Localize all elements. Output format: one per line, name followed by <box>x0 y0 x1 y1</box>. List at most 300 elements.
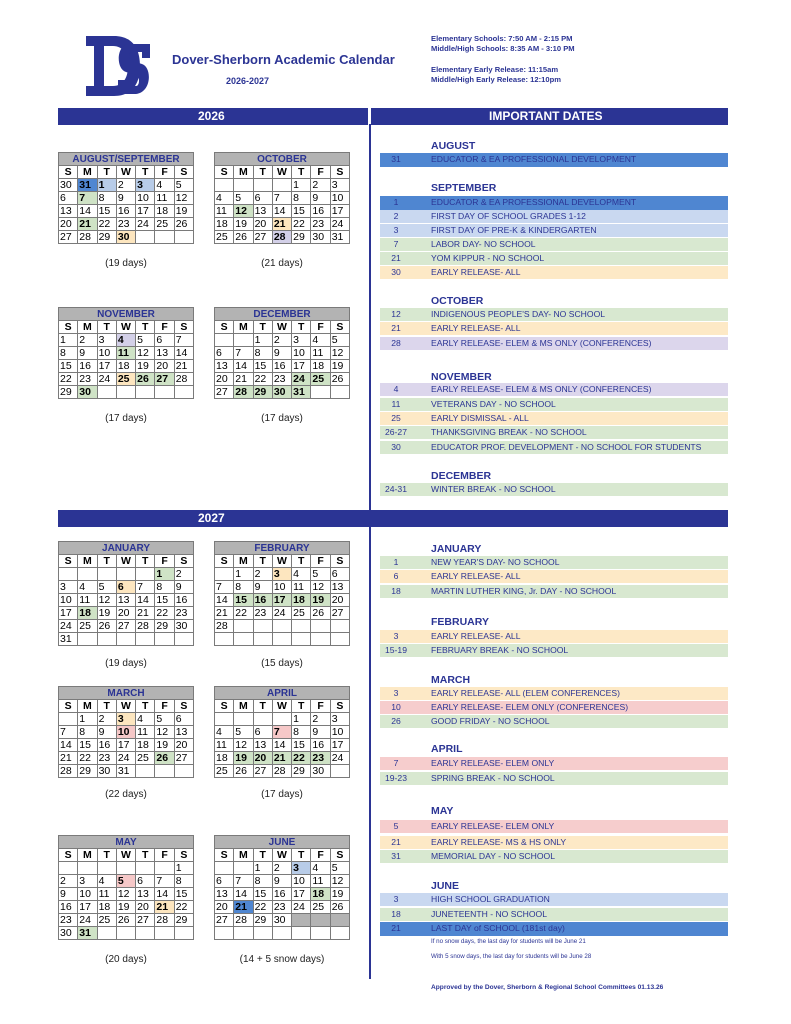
day-cell: 2 <box>272 862 291 875</box>
section-november: NOVEMBER <box>431 371 492 383</box>
day-cell: 26 <box>234 765 253 778</box>
day-cell: 31 <box>116 765 135 778</box>
day-cell: 3 <box>292 334 311 347</box>
weekday-header: F <box>311 321 330 334</box>
week-row <box>59 633 194 646</box>
event-date: 30 <box>391 267 401 277</box>
snow-note-none: If no snow days, the last day for students will be June 21 <box>431 938 586 945</box>
day-cell: 27 <box>174 752 193 765</box>
day-cell: 18 <box>97 901 116 914</box>
day-cell: 6 <box>330 568 349 581</box>
day-cell: 4 <box>311 334 330 347</box>
week-row <box>215 607 350 620</box>
weekday-header: F <box>311 700 330 713</box>
day-cell: 13 <box>174 726 193 739</box>
event-date: 3 <box>393 631 399 641</box>
day-cell: 28 <box>272 765 291 778</box>
day-cell: 23 <box>116 218 135 231</box>
event-description: EARLY RELEASE- ELEM & MS ONLY (CONFERENCES) <box>431 384 652 394</box>
event-description: EDUCATOR PROF. DEVELOPMENT - NO SCHOOL FOR STUDENTS <box>431 442 702 452</box>
day-cell: 24 <box>330 752 349 765</box>
event-date: 1 <box>393 557 399 567</box>
day-cell: 16 <box>78 360 97 373</box>
day-cell: 29 <box>174 914 193 927</box>
week-row <box>59 594 194 607</box>
day-cell: 14 <box>234 888 253 901</box>
day-cell: 20 <box>253 218 272 231</box>
calendar-april <box>214 686 350 778</box>
day-cell: 22 <box>234 607 253 620</box>
day-cell: 2 <box>174 568 193 581</box>
day-cell: 19 <box>97 607 116 620</box>
weekday-header: M <box>78 555 97 568</box>
day-cell <box>215 568 234 581</box>
school-day-count: (19 days) <box>105 258 147 269</box>
day-cell <box>97 568 116 581</box>
day-cell: 29 <box>97 231 116 244</box>
day-cell: 14 <box>155 888 174 901</box>
weekday-header: W <box>116 321 135 334</box>
day-cell: 25 <box>311 901 330 914</box>
day-cell: 9 <box>174 581 193 594</box>
event-description: EARLY RELEASE- ELEM ONLY <box>431 758 555 768</box>
event-date: 31 <box>391 851 401 861</box>
day-cell: 29 <box>155 620 174 633</box>
day-cell: 20 <box>253 752 272 765</box>
month-name: DECEMBER <box>215 308 350 321</box>
school-hours <box>431 34 575 85</box>
day-cell: 2 <box>272 334 291 347</box>
day-cell <box>272 927 291 940</box>
event-row <box>380 836 728 849</box>
event-date: 15-19 <box>385 645 407 655</box>
day-cell: 3 <box>330 179 349 192</box>
day-cell: 2 <box>78 334 97 347</box>
day-cell: 11 <box>215 739 234 752</box>
day-cell: 26 <box>136 373 155 386</box>
event-description: EARLY RELEASE- ALL <box>431 571 521 581</box>
weekday-header: M <box>234 321 253 334</box>
day-cell <box>330 386 349 399</box>
event-description: LAST DAY of SCHOOL (181st day) <box>431 923 565 933</box>
day-cell <box>116 633 135 646</box>
day-cell <box>155 633 174 646</box>
day-cell: 17 <box>59 607 78 620</box>
week-row <box>59 334 194 347</box>
day-cell: 8 <box>253 875 272 888</box>
day-cell: 14 <box>215 594 234 607</box>
day-cell: 24 <box>78 914 97 927</box>
event-description: EARLY RELEASE- ELEM & MS ONLY (CONFERENCES) <box>431 338 652 348</box>
event-description: EARLY RELEASE- ALL <box>431 323 521 333</box>
event-row <box>380 644 728 657</box>
day-cell: 7 <box>155 875 174 888</box>
school-day-count: (21 days) <box>261 258 303 269</box>
event-description: EARLY RELEASE- ELEM ONLY <box>431 821 555 831</box>
weekday-header: S <box>174 166 193 179</box>
week-row <box>59 914 194 927</box>
weekday-header: S <box>330 849 349 862</box>
day-cell: 30 <box>272 386 291 399</box>
day-cell: 20 <box>215 373 234 386</box>
day-cell: 29 <box>59 386 78 399</box>
event-date: 24-31 <box>385 484 407 494</box>
event-date: 18 <box>391 586 401 596</box>
day-cell: 7 <box>234 347 253 360</box>
day-cell: 15 <box>59 360 78 373</box>
day-cell: 15 <box>155 594 174 607</box>
day-cell: 6 <box>174 713 193 726</box>
day-cell: 31 <box>78 927 97 940</box>
day-cell: 1 <box>174 862 193 875</box>
day-cell: 21 <box>272 218 291 231</box>
weekday-header: S <box>330 700 349 713</box>
day-cell: 28 <box>272 231 291 244</box>
weekday-header: T <box>136 555 155 568</box>
day-cell <box>330 927 349 940</box>
day-cell <box>234 633 253 646</box>
day-cell: 14 <box>78 205 97 218</box>
day-cell: 20 <box>59 218 78 231</box>
event-row <box>380 266 728 279</box>
calendar-august-september <box>58 152 194 244</box>
day-cell: 16 <box>174 594 193 607</box>
event-row <box>380 153 728 167</box>
event-description: YOM KIPPUR - NO SCHOOL <box>431 253 545 263</box>
day-cell <box>253 179 272 192</box>
event-date: 21 <box>391 837 401 847</box>
day-cell: 22 <box>155 607 174 620</box>
weekday-header: M <box>234 849 253 862</box>
day-cell: 16 <box>59 901 78 914</box>
day-cell <box>116 568 135 581</box>
day-cell: 16 <box>116 205 135 218</box>
event-row <box>380 238 728 251</box>
calendar-may <box>58 835 194 940</box>
day-cell: 7 <box>215 581 234 594</box>
week-row <box>215 334 350 347</box>
week-row <box>215 581 350 594</box>
day-cell: 30 <box>78 386 97 399</box>
day-cell: 19 <box>116 901 135 914</box>
event-description: EARLY RELEASE- MS & HS ONLY <box>431 837 567 847</box>
day-cell: 1 <box>78 713 97 726</box>
weekday-header: W <box>116 166 135 179</box>
weekday-header: S <box>215 849 234 862</box>
day-cell: 20 <box>330 594 349 607</box>
day-cell: 5 <box>234 726 253 739</box>
week-row <box>215 192 350 205</box>
day-cell <box>292 914 311 927</box>
day-cell: 9 <box>253 581 272 594</box>
day-cell: 30 <box>59 179 78 192</box>
day-cell: 3 <box>136 179 155 192</box>
weekday-header: S <box>174 700 193 713</box>
day-cell <box>215 633 234 646</box>
month-name: FEBRUARY <box>215 542 350 555</box>
day-cell <box>155 927 174 940</box>
weekday-header: S <box>330 555 349 568</box>
event-date: 4 <box>393 384 399 394</box>
day-cell: 10 <box>116 726 135 739</box>
event-description: EARLY RELEASE- ALL (ELEM CONFERENCES) <box>431 688 620 698</box>
day-cell <box>136 231 155 244</box>
weekday-header: T <box>97 555 116 568</box>
day-cell <box>311 914 330 927</box>
calendar-year: 2026-2027 <box>226 76 270 86</box>
weekday-header: S <box>174 555 193 568</box>
day-cell: 22 <box>253 373 272 386</box>
event-row <box>380 210 728 223</box>
weekday-header: W <box>272 166 291 179</box>
day-cell: 13 <box>136 888 155 901</box>
event-date: 5 <box>393 821 399 831</box>
weekday-header: T <box>136 700 155 713</box>
weekday-header: S <box>59 321 78 334</box>
day-cell: 21 <box>215 607 234 620</box>
day-cell: 14 <box>174 347 193 360</box>
day-cell: 26 <box>330 373 349 386</box>
day-cell: 23 <box>272 373 291 386</box>
day-cell: 19 <box>136 360 155 373</box>
day-cell: 5 <box>136 334 155 347</box>
day-cell: 20 <box>136 901 155 914</box>
day-cell: 4 <box>155 179 174 192</box>
day-cell <box>136 862 155 875</box>
event-date: 3 <box>393 225 399 235</box>
day-cell <box>311 927 330 940</box>
week-row <box>59 360 194 373</box>
week-row <box>59 739 194 752</box>
school-day-count: (15 days) <box>261 658 303 669</box>
week-row <box>59 752 194 765</box>
day-cell: 17 <box>330 739 349 752</box>
event-description: FEBRUARY BREAK - NO SCHOOL <box>431 645 569 655</box>
day-cell: 12 <box>155 726 174 739</box>
week-row <box>215 901 350 914</box>
day-cell: 14 <box>136 594 155 607</box>
day-cell <box>59 713 78 726</box>
month-name: AUGUST/SEPTEMBER <box>59 153 194 166</box>
weekday-header: S <box>215 555 234 568</box>
day-cell: 7 <box>234 875 253 888</box>
day-cell: 17 <box>272 594 291 607</box>
weekday-header: W <box>272 555 291 568</box>
day-cell: 15 <box>234 594 253 607</box>
week-row <box>59 620 194 633</box>
day-cell: 4 <box>311 862 330 875</box>
day-cell: 12 <box>136 347 155 360</box>
day-cell: 13 <box>116 594 135 607</box>
week-row <box>59 386 194 399</box>
day-cell: 7 <box>174 334 193 347</box>
week-row <box>59 888 194 901</box>
day-cell: 21 <box>272 752 291 765</box>
day-cell: 23 <box>78 373 97 386</box>
day-cell: 27 <box>215 914 234 927</box>
day-cell: 10 <box>272 581 291 594</box>
day-cell: 7 <box>272 192 291 205</box>
day-cell <box>272 633 291 646</box>
section-october: OCTOBER <box>431 295 484 307</box>
day-cell: 15 <box>292 205 311 218</box>
event-date: 28 <box>391 338 401 348</box>
day-cell: 12 <box>174 192 193 205</box>
week-row <box>215 888 350 901</box>
day-cell: 14 <box>59 739 78 752</box>
day-cell: 6 <box>116 581 135 594</box>
day-cell: 31 <box>330 231 349 244</box>
school-day-count: (19 days) <box>105 658 147 669</box>
day-cell <box>136 927 155 940</box>
day-cell <box>253 633 272 646</box>
day-cell: 31 <box>59 633 78 646</box>
weekday-header: M <box>234 555 253 568</box>
weekday-header: W <box>116 555 135 568</box>
day-cell: 1 <box>234 568 253 581</box>
school-day-count: (17 days) <box>261 413 303 424</box>
day-cell: 1 <box>97 179 116 192</box>
event-row <box>380 687 728 700</box>
day-cell: 5 <box>330 334 349 347</box>
event-date: 30 <box>391 442 401 452</box>
day-cell: 6 <box>215 347 234 360</box>
day-cell <box>311 620 330 633</box>
event-description: NEW YEAR'S DAY- NO SCHOOL <box>431 557 560 567</box>
day-cell: 4 <box>215 726 234 739</box>
day-cell <box>234 620 253 633</box>
day-cell: 5 <box>311 568 330 581</box>
day-cell: 17 <box>97 360 116 373</box>
event-date: 10 <box>391 702 401 712</box>
day-cell: 1 <box>292 179 311 192</box>
day-cell: 8 <box>78 726 97 739</box>
day-cell <box>253 927 272 940</box>
day-cell: 20 <box>116 607 135 620</box>
day-cell: 2 <box>311 713 330 726</box>
day-cell: 18 <box>311 888 330 901</box>
event-date: 6 <box>393 571 399 581</box>
day-cell: 4 <box>78 581 97 594</box>
event-description: FIRST DAY OF SCHOOL GRADES 1-12 <box>431 211 586 221</box>
day-cell: 19 <box>311 594 330 607</box>
day-cell: 12 <box>330 347 349 360</box>
day-cell: 18 <box>78 607 97 620</box>
day-cell: 30 <box>174 620 193 633</box>
section-march: MARCH <box>431 674 471 686</box>
day-cell: 2 <box>116 179 135 192</box>
weekday-header: S <box>59 700 78 713</box>
month-name: MARCH <box>59 687 194 700</box>
week-row <box>59 713 194 726</box>
day-cell: 10 <box>330 192 349 205</box>
day-cell: 9 <box>78 347 97 360</box>
event-row <box>380 398 728 411</box>
month-name: JANUARY <box>59 542 194 555</box>
day-cell: 25 <box>215 765 234 778</box>
day-cell: 23 <box>174 607 193 620</box>
event-row <box>380 308 728 321</box>
week-row <box>215 875 350 888</box>
event-row <box>380 893 728 906</box>
day-cell: 11 <box>292 581 311 594</box>
event-date: 12 <box>391 309 401 319</box>
event-row <box>380 196 728 210</box>
event-row <box>380 483 728 496</box>
day-cell <box>234 334 253 347</box>
weekday-header: T <box>292 321 311 334</box>
weekday-header: S <box>215 700 234 713</box>
day-cell: 30 <box>97 765 116 778</box>
middle-high-early-release: Middle/High Early Release: 12:10pm <box>431 75 561 84</box>
week-row <box>215 713 350 726</box>
day-cell: 18 <box>136 739 155 752</box>
elementary-hours: Elementary Schools: 7:50 AM - 2:15 PM <box>431 34 573 43</box>
day-cell: 10 <box>330 726 349 739</box>
school-day-count: (20 days) <box>105 954 147 965</box>
weekday-header: F <box>311 166 330 179</box>
day-cell: 5 <box>234 192 253 205</box>
day-cell: 30 <box>311 765 330 778</box>
weekday-header: F <box>155 321 174 334</box>
day-cell: 26 <box>155 752 174 765</box>
week-row <box>59 218 194 231</box>
day-cell: 2 <box>97 713 116 726</box>
weekday-header: S <box>59 555 78 568</box>
day-cell <box>311 633 330 646</box>
day-cell: 24 <box>136 218 155 231</box>
weekday-header: S <box>215 321 234 334</box>
week-row <box>215 752 350 765</box>
day-cell: 4 <box>116 334 135 347</box>
day-cell: 13 <box>59 205 78 218</box>
month-name: APRIL <box>215 687 350 700</box>
day-cell: 5 <box>116 875 135 888</box>
day-cell: 1 <box>253 862 272 875</box>
day-cell <box>234 927 253 940</box>
day-cell: 8 <box>253 347 272 360</box>
weekday-header: T <box>97 321 116 334</box>
event-date: 11 <box>391 399 401 409</box>
day-cell: 13 <box>253 205 272 218</box>
day-cell: 10 <box>292 875 311 888</box>
week-row <box>59 568 194 581</box>
weekday-header: S <box>59 849 78 862</box>
day-cell <box>174 386 193 399</box>
weekday-header: F <box>155 700 174 713</box>
calendar-january <box>58 541 194 646</box>
day-cell: 23 <box>311 752 330 765</box>
event-description: EARLY RELEASE- ALL <box>431 631 521 641</box>
middle-high-hours: Middle/High Schools: 8:35 AM - 3:10 PM <box>431 44 575 53</box>
event-description: EDUCATOR & EA PROFESSIONAL DEVELOPMENT <box>431 197 637 207</box>
day-cell: 10 <box>292 347 311 360</box>
day-cell <box>234 179 253 192</box>
day-cell: 16 <box>253 594 272 607</box>
day-cell: 19 <box>330 888 349 901</box>
day-cell <box>155 386 174 399</box>
day-cell <box>116 386 135 399</box>
day-cell: 25 <box>136 752 155 765</box>
day-cell: 27 <box>253 765 272 778</box>
day-cell: 3 <box>272 568 291 581</box>
day-cell: 11 <box>155 192 174 205</box>
month-name: JUNE <box>215 836 350 849</box>
day-cell <box>215 927 234 940</box>
band-important-dates: IMPORTANT DATES <box>371 108 728 125</box>
day-cell: 14 <box>272 739 291 752</box>
day-cell: 3 <box>116 713 135 726</box>
